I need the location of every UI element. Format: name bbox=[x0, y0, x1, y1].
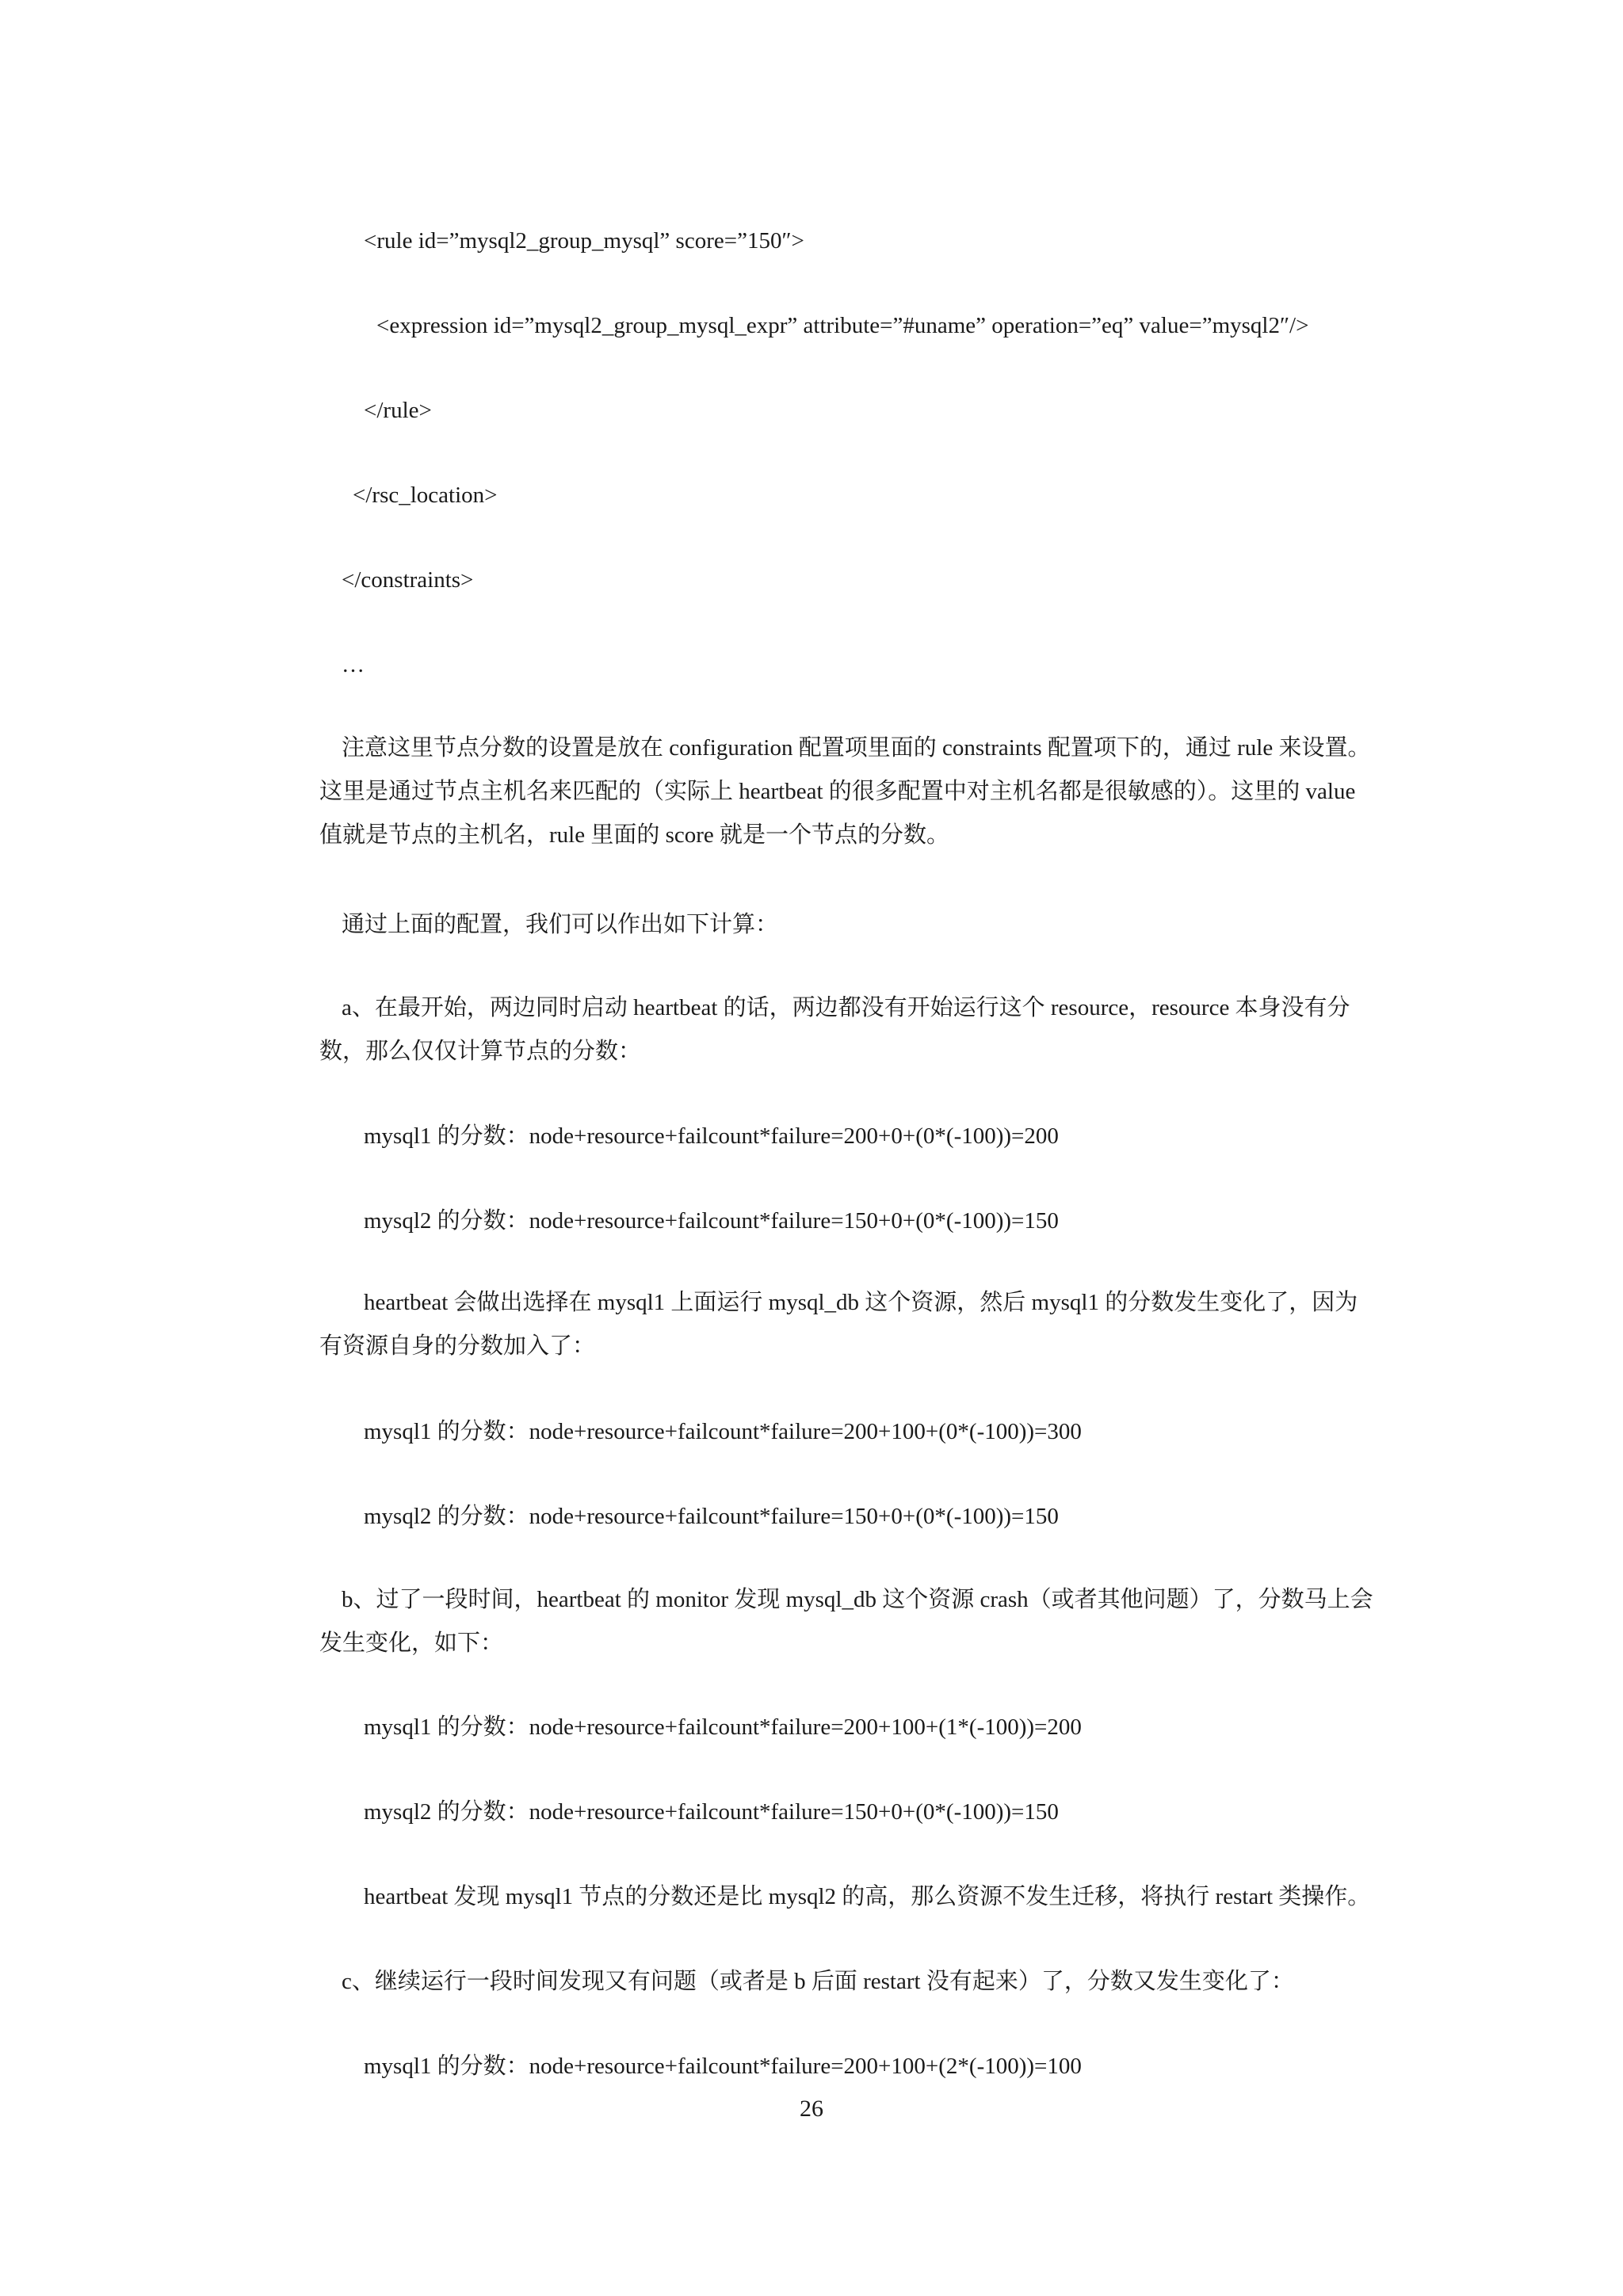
choose-paragraph: heartbeat 会做出选择在 mysql1 上面运行 mysql_db 这个资源，然后 mysql1 的分数发生变化了，因为有资源自身的分数加入了： bbox=[319, 1290, 1358, 1359]
code-rule-open: <rule id=”mysql2_group_mysql” score=”150″> bbox=[364, 228, 804, 254]
page-number: 26 bbox=[800, 2096, 823, 2122]
code-ellipsis: … bbox=[342, 652, 365, 677]
case-c-paragraph: c、继续运行一段时间发现又有问题（或者是 b 后面 restart 没有起来）了，分数又发生变化了： bbox=[342, 1969, 1294, 1994]
code-constraints-close: </constraints> bbox=[342, 567, 474, 593]
case-b-paragraph: b、过了一段时间，heartbeat 的 monitor 发现 mysql_db 这个资源 crash（或者其他问题）了，分数马上会发生变化，如下： bbox=[319, 1587, 1373, 1656]
intro-paragraph: 通过上面的配置，我们可以作出如下计算： bbox=[342, 912, 779, 937]
case-b-result: heartbeat 发现 mysql1 节点的分数还是比 mysql2 的高，那么资源不发生迁移，将执行 restart 类操作。 bbox=[364, 1884, 1371, 1909]
case-a2-mysql1-score: mysql1 的分数：node+resource+failcount*failure=200+100+(0*(-100))=300 bbox=[364, 1419, 1082, 1444]
case-a-paragraph: a、在最开始，两边同时启动 heartbeat 的话，两边都没有开始运行这个 resource，resource 本身没有分数，那么仅仅计算节点的分数： bbox=[319, 995, 1350, 1064]
case-a-mysql1-score: mysql1 的分数：node+resource+failcount*failure=200+0+(0*(-100))=200 bbox=[364, 1123, 1059, 1149]
case-b-mysql2-score: mysql2 的分数：node+resource+failcount*failure=150+0+(0*(-100))=150 bbox=[364, 1799, 1059, 1825]
code-rule-close: </rule> bbox=[364, 398, 432, 423]
case-b-mysql1-score: mysql1 的分数：node+resource+failcount*failure=200+100+(1*(-100))=200 bbox=[364, 1714, 1082, 1740]
case-c-mysql1-score: mysql1 的分数：node+resource+failcount*failure=200+100+(2*(-100))=100 bbox=[364, 2054, 1082, 2079]
case-a-mysql2-score: mysql2 的分数：node+resource+failcount*failure=150+0+(0*(-100))=150 bbox=[364, 1208, 1059, 1234]
code-expression: <expression id=”mysql2_group_mysql_expr” attribute=”#uname” operation=”eq” value=”mysql2″/> bbox=[376, 313, 1309, 338]
code-rsc-location-close: </rsc_location> bbox=[353, 482, 498, 508]
case-a2-mysql2-score: mysql2 的分数：node+resource+failcount*failure=150+0+(0*(-100))=150 bbox=[364, 1504, 1059, 1529]
note-paragraph: 注意这里节点分数的设置是放在 configuration 配置项里面的 constraints 配置项下的，通过 rule 来设置。这里是通过节点主机名来匹配的（实际上 heartbeat 的很多配置中对主机名都是很敏感的）。这里的 value 值就是节点的主机名，rule 里面的 score 就是一个节点的分数。 bbox=[319, 735, 1371, 848]
